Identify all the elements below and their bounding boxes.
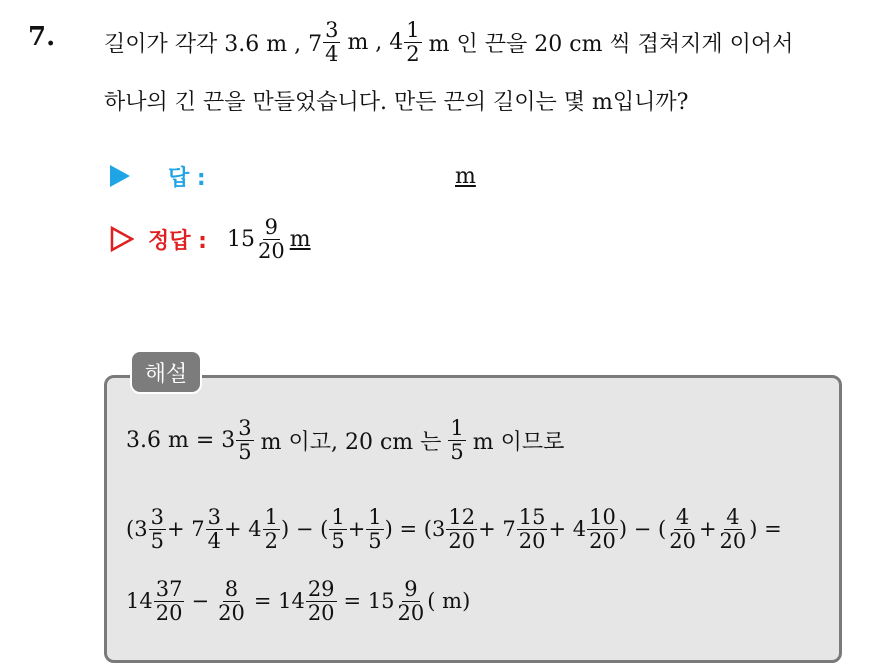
fraction [396,576,427,625]
denominator: 20 [719,528,747,553]
fraction [448,415,465,464]
question-line-2 [104,80,688,120]
numerator: 3 [150,504,164,529]
numerator: 3 [238,415,252,440]
denominator: 20 [397,600,425,625]
correct-answer-label: 정답 : [148,228,207,254]
numerator: 1 [450,415,464,440]
numerator: 3 [325,17,339,42]
question-number: 7. [28,22,56,52]
fraction [446,504,477,553]
expl-text: = 14 [253,589,305,613]
numerator: 29 [307,576,335,601]
expl-text: (3 [126,517,148,541]
fraction [206,504,223,553]
expl-text: − [191,589,210,613]
play-triangle-icon [110,165,130,187]
numerator: 4 [726,504,740,529]
fraction [236,415,253,464]
fraction [149,504,166,553]
denominator: 20 [669,528,696,553]
fraction [263,504,280,553]
numerator: 1 [331,504,345,529]
question-line-1 [104,12,793,72]
numerator: 37 [155,576,183,601]
denominator: 5 [450,439,464,464]
numerator: 9 [264,214,279,239]
expl-text: + 7 [166,517,205,541]
denominator: 20 [307,600,335,625]
numerator: 9 [404,576,418,601]
explanation-row-3 [126,570,470,632]
expl-text: ( m) [427,589,471,613]
denominator: 2 [406,41,420,66]
correct-fraction [256,214,287,263]
numerator: 1 [264,504,278,529]
denominator: 20 [518,528,546,553]
question-text-part: 길이가 각각 3.6 m , 7 [104,31,323,57]
question-text-part: 하나의 긴 끈을 만들었습니다. 만든 끈의 길이는 몇 m입니까? [104,89,689,115]
denominator: 4 [325,41,339,66]
denominator: 4 [207,528,221,553]
denominator: 20 [155,600,183,625]
fraction [329,504,346,553]
question-text-part: m 인 끈을 20 cm 씩 겹쳐지게 이어서 [428,31,794,57]
explanation-badge: 해설 [130,350,202,394]
expl-text: m 이므로 [472,429,565,455]
expl-text: 14 [126,589,153,613]
expl-text: = 15 [343,589,395,613]
denominator: 5 [368,528,382,553]
numerator: 4 [675,504,690,529]
fraction [366,504,383,553]
numerator: 12 [448,504,476,529]
answer-label: 답 : [168,165,206,191]
numerator: 10 [589,504,616,529]
expl-text: 3.6 m = 3 [126,427,236,453]
expl-text: + 4 [548,517,587,541]
expl-text: ) − ( [280,517,329,541]
fraction [306,576,337,625]
correct-whole: 15 [226,226,255,252]
fraction [587,504,618,553]
answer-unit: m [455,163,476,189]
expl-text: + [347,517,366,541]
fraction [404,17,421,66]
numerator: 8 [224,576,239,601]
outline-triangle-icon [110,226,134,252]
correct-unit: m [289,226,311,252]
correct-answer-row [110,214,311,264]
denominator: 20 [589,528,616,553]
numerator: 1 [406,17,420,42]
numerator: 3 [207,504,221,529]
numerator: 1 [368,504,382,529]
fraction [154,576,185,625]
denominator: 20 [218,600,245,625]
numerator: 15 [518,504,546,529]
denominator: 5 [331,528,345,553]
expl-text: ) = [749,517,782,541]
expl-text: + 4 [223,517,262,541]
explanation-row-1 [126,410,564,470]
explanation-row-2 [126,498,782,560]
expl-text: + 7 [478,517,516,541]
fraction [216,576,247,625]
answer-unit-row [455,158,476,194]
fraction [517,504,548,553]
fraction [718,504,749,553]
expl-text: ) = (3 [384,517,446,541]
fraction [323,17,340,66]
fraction [667,504,698,553]
question-text-part: m , 4 [347,29,404,55]
denominator: 5 [150,528,164,553]
denominator: 2 [264,528,278,553]
expl-text: + [698,517,717,541]
denominator: 20 [257,238,285,263]
denominator: 5 [238,439,252,464]
answer-row [110,158,206,194]
expl-text: m 이고, 20 cm 는 [260,429,442,455]
expl-text: ) − ( [618,517,667,541]
denominator: 20 [448,528,476,553]
